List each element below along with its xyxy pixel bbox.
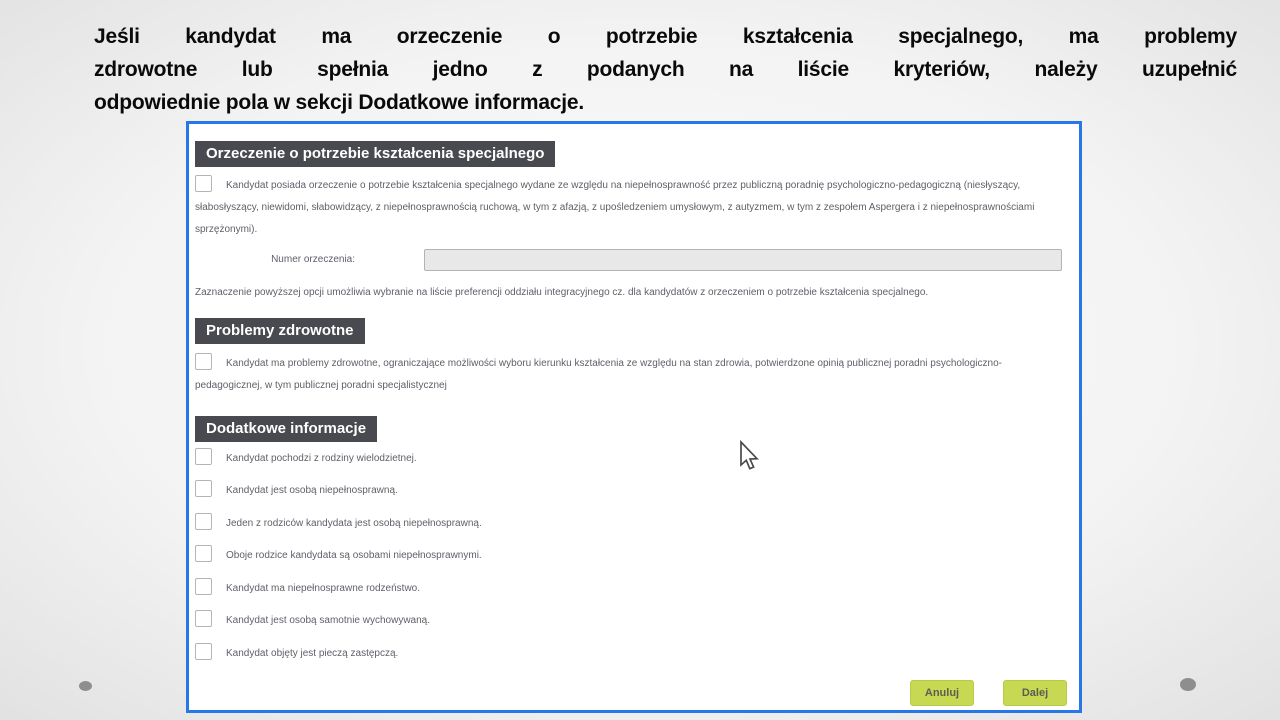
health-problems-checkbox-row — [195, 353, 1053, 397]
single-parent-checkbox[interactable] — [195, 610, 212, 627]
large-family-checkbox[interactable] — [195, 448, 212, 465]
instruction-line: odpowiednie pola w sekcji Dodatkowe informacje. — [94, 91, 585, 114]
both-parents-disabled-checkbox-row — [195, 545, 795, 563]
decision-number-input[interactable] — [424, 249, 1062, 271]
health-problems-checkbox-label: Kandydat ma problemy zdrowotne, ograniczające możliwości wyboru kierunku kształcenia ze względu na stan zdrowia, potwierdzone opinią publicznej poradni psychologiczno-pedagogicznej, w tym publicznej poradni specjalistycznej — [195, 358, 1002, 391]
one-parent-disabled-checkbox[interactable] — [195, 513, 212, 530]
cancel-button[interactable]: Anuluj — [910, 680, 974, 706]
single-parent-checkbox-label: Kandydat jest osobą samotnie wychowywaną. — [226, 615, 431, 626]
both-parents-disabled-checkbox-label: Oboje rodzice kandydata są osobami niepełnosprawnymi. — [226, 550, 482, 561]
decision-number-row — [195, 249, 1055, 273]
foster-care-checkbox-label: Kandydat objęty jest pieczą zastępczą. — [226, 648, 399, 659]
special-education-note: Zaznaczenie powyższej opcji umożliwia wybranie na liście preferencji oddziału integracyjnego cz. dla kandydatów z orzeczeniem o potrzebie kształcenia specjalnego. — [195, 287, 929, 298]
instruction-line: Jeśli kandydat ma orzeczenie o potrzebie kształcenia specjalnego, ma problemy — [94, 25, 1237, 48]
instruction-line: zdrowotne lub spełnia jedno z podanych na liście kryteriów, należy uzupełnić — [94, 58, 1237, 81]
foster-care-checkbox[interactable] — [195, 643, 212, 660]
special-education-checkbox[interactable] — [195, 175, 212, 192]
special-education-checkbox-label: Kandydat posiada orzeczenie o potrzebie kształcenia specjalnego wydane ze względu na niepełnosprawność przez publiczną poradnię psychologiczno-pedagogiczną (niesłyszący, słabosłyszący, niewidomi, słabowidzący, z niepełnosprawnością ruchową, w tym z afazją, z upośledzeniem umysłowym, z autyzmem, w tym z zespołem Aspergera i z niepełnosprawnościami sprzężonymi). — [195, 180, 1035, 235]
health-problems-checkbox[interactable] — [195, 353, 212, 370]
disabled-siblings-checkbox-row — [195, 578, 795, 596]
disabled-siblings-checkbox[interactable] — [195, 578, 212, 595]
decision-number-label: Numer orzeczenia: — [271, 254, 355, 265]
next-button[interactable]: Dalej — [1003, 680, 1067, 706]
one-parent-disabled-checkbox-label: Jeden z rodziców kandydata jest osobą niepełnosprawną. — [226, 518, 482, 529]
section-header-additional-info: Dodatkowe informacje — [195, 416, 377, 442]
foster-care-checkbox-row — [195, 643, 795, 661]
section-header-special-education: Orzeczenie o potrzebie kształcenia specjalnego — [195, 141, 555, 167]
decorative-dot-right — [1180, 678, 1196, 691]
large-family-checkbox-label: Kandydat pochodzi z rodziny wielodzietnej. — [226, 453, 417, 464]
decorative-dot-left — [79, 681, 92, 691]
one-parent-disabled-checkbox-row — [195, 513, 795, 531]
mouse-cursor-icon — [736, 440, 761, 473]
disabled-siblings-checkbox-label: Kandydat ma niepełnosprawne rodzeństwo. — [226, 583, 421, 594]
large-family-checkbox-row — [195, 448, 795, 466]
candidate-disabled-checkbox-row — [195, 480, 795, 498]
both-parents-disabled-checkbox[interactable] — [195, 545, 212, 562]
section-header-health-problems: Problemy zdrowotne — [195, 318, 365, 344]
single-parent-checkbox-row — [195, 610, 795, 628]
slide-instruction — [94, 20, 1237, 119]
candidate-disabled-checkbox[interactable] — [195, 480, 212, 497]
special-education-checkbox-row — [195, 175, 1053, 241]
candidate-disabled-checkbox-label: Kandydat jest osobą niepełnosprawną. — [226, 485, 398, 496]
enrollment-form-panel — [186, 121, 1082, 713]
